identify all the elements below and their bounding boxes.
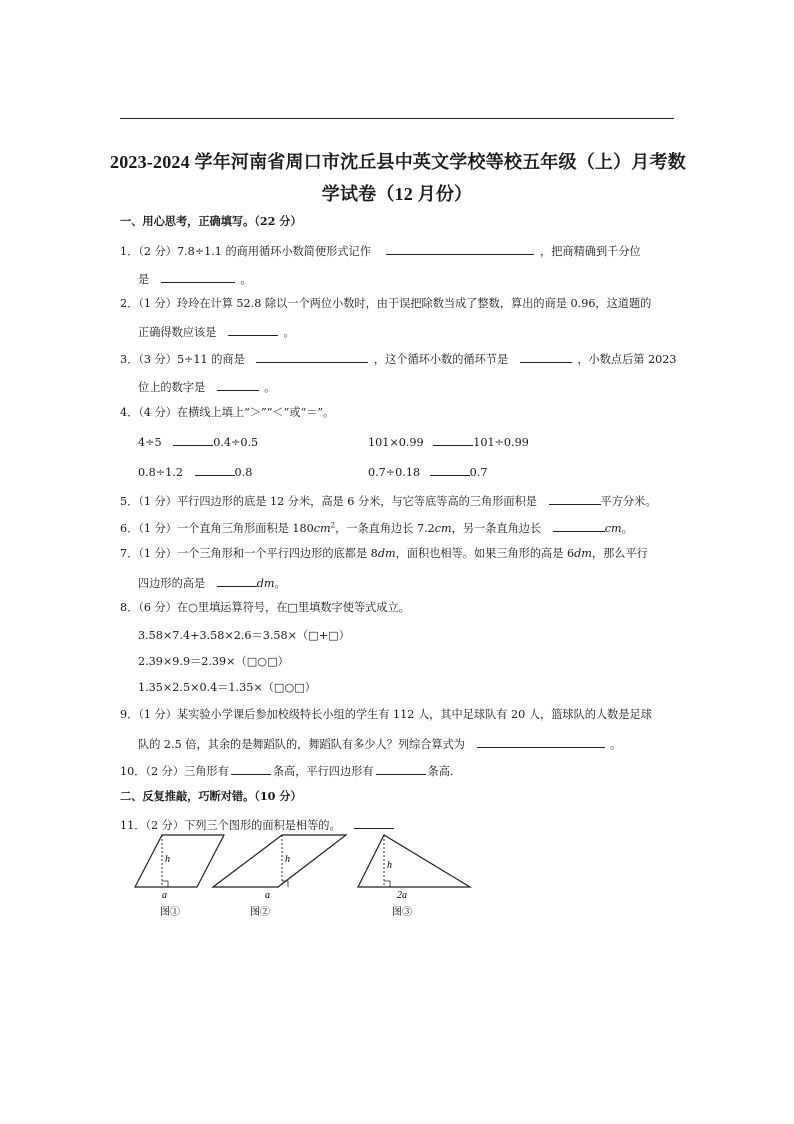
figure-2 bbox=[213, 835, 346, 918]
question-text: ，把商精确到千分位 bbox=[540, 245, 641, 258]
answer-blank[interactable] bbox=[549, 494, 601, 505]
expression: 101×0.99 bbox=[368, 436, 424, 449]
question-text: 6．（1 分）一个直角三角形面积是 180 bbox=[120, 522, 314, 535]
triangle-shape bbox=[358, 835, 470, 887]
question-4-line-1: 4．（4 分）在横线上填上“＞”“＜”或“＝”。 bbox=[120, 406, 335, 419]
question-text: 条高. bbox=[427, 765, 454, 778]
height-label: h bbox=[285, 854, 290, 865]
answer-blank[interactable] bbox=[195, 465, 235, 476]
question-text: ，这个循环小数的循环节是 bbox=[373, 353, 509, 366]
answer-blank[interactable] bbox=[477, 737, 605, 748]
section-heading-1: 一、用心思考，正确填写。（22 分） bbox=[120, 214, 302, 228]
answer-blank[interactable] bbox=[433, 435, 473, 446]
unit: cm bbox=[313, 522, 331, 535]
question-8-equation-3: 1.35×2.5×0.4＝1.35×（□○□） bbox=[138, 681, 316, 694]
answer-blank[interactable] bbox=[173, 435, 213, 446]
question-text: 5．（1 分）平行四边形的底是 12 分米，高是 6 分米，与它等底等高的三角形面积是 bbox=[120, 495, 537, 508]
answer-blank[interactable] bbox=[256, 352, 368, 363]
expression: 0.7 bbox=[469, 466, 488, 479]
question-text: 。 bbox=[283, 326, 295, 339]
expression: 0.8 bbox=[234, 466, 253, 479]
question-3-line-2 bbox=[138, 380, 275, 393]
base-label: 2a bbox=[397, 890, 407, 901]
figure-caption: 图① bbox=[160, 907, 180, 918]
question-4-item-2 bbox=[368, 435, 529, 448]
question-text: ，面积也相等。如果三角形的高是 6 bbox=[395, 547, 575, 560]
question-3-line-1 bbox=[120, 352, 676, 365]
header-rule bbox=[120, 118, 674, 119]
question-5 bbox=[120, 494, 656, 507]
figure-row bbox=[120, 828, 490, 924]
superscript: 2 bbox=[330, 521, 336, 530]
height-label: h bbox=[387, 860, 392, 871]
figure-3 bbox=[358, 835, 470, 918]
unit: dm bbox=[377, 547, 396, 560]
answer-blank[interactable] bbox=[231, 764, 271, 775]
question-text: 是 bbox=[138, 273, 150, 286]
base-label: a bbox=[162, 890, 167, 901]
question-text: 平方分米。 bbox=[600, 495, 657, 508]
question-text: 正确得数应该是 bbox=[138, 326, 217, 339]
question-text: 。 bbox=[274, 577, 286, 590]
question-2-line-2 bbox=[138, 325, 295, 338]
question-9-line-1: 9．（1 分）某实验小学课后参加校级特长小组的学生有 112 人，其中足球队有 20 人，篮球队的人数是足球 bbox=[120, 708, 652, 721]
question-text: 。 bbox=[610, 738, 622, 751]
question-7-line-2 bbox=[138, 576, 286, 589]
question-8-equation-2: 2.39×9.9＝2.39×（□○□） bbox=[138, 655, 289, 668]
question-text: 。 bbox=[621, 522, 633, 535]
expression: 0.8÷1.2 bbox=[138, 466, 183, 479]
question-4-item-3 bbox=[138, 465, 252, 478]
unit: dm bbox=[256, 577, 275, 590]
expression: 0.7÷0.18 bbox=[368, 466, 421, 479]
question-text: 10．（2 分）三角形有 bbox=[120, 765, 229, 778]
height-label: h bbox=[165, 854, 170, 865]
question-text: 位上的数字是 bbox=[138, 381, 206, 394]
page-title-line-2: 学试卷（12 月份） bbox=[321, 184, 473, 204]
question-6 bbox=[120, 521, 633, 534]
question-8-line-1: 8．（6 分）在○里填运算符号，在□里填数字使等式成立。 bbox=[120, 601, 410, 614]
question-text: 7．（1 分）一个三角形和一个平行四边形的底都是 8 bbox=[120, 547, 378, 560]
question-text: ，那么平行 bbox=[591, 547, 648, 560]
figure-caption: 图③ bbox=[392, 907, 412, 918]
question-8-equation-1: 3.58×7.4+3.58×2.6＝3.58×（□+□） bbox=[138, 629, 350, 642]
question-9-line-2 bbox=[138, 737, 621, 750]
question-text: 四边形的高是 bbox=[138, 577, 206, 590]
question-text: 队的 2.5 倍，其余的是舞蹈队的，舞蹈队有多少人？列综合算式为 bbox=[138, 738, 465, 751]
question-text: 。 bbox=[264, 381, 276, 394]
question-text: ，另一条直角边长 bbox=[451, 522, 542, 535]
answer-blank[interactable] bbox=[161, 272, 235, 283]
unit: cm bbox=[434, 522, 452, 535]
answer-blank[interactable] bbox=[520, 352, 572, 363]
answer-blank[interactable] bbox=[217, 576, 257, 587]
question-text: 1．（2 分）7.8÷1.1 的商用循环小数简便形式记作 bbox=[120, 245, 371, 258]
answer-blank[interactable] bbox=[217, 380, 259, 391]
figure-1 bbox=[135, 835, 224, 918]
unit: cm bbox=[604, 522, 622, 535]
right-angle-mark bbox=[162, 881, 168, 887]
expression: 101÷0.99 bbox=[473, 436, 529, 449]
expression: 4÷5 bbox=[138, 436, 162, 449]
question-text: ，小数点后第 2023 bbox=[577, 353, 677, 366]
question-1-line-1 bbox=[120, 244, 641, 257]
question-7-line-1 bbox=[120, 548, 648, 559]
unit: dm bbox=[574, 547, 592, 560]
question-4-item-1 bbox=[138, 435, 258, 448]
answer-blank[interactable] bbox=[430, 465, 470, 476]
question-text: 。 bbox=[240, 273, 252, 286]
question-10 bbox=[120, 764, 453, 777]
answer-blank[interactable] bbox=[228, 325, 278, 336]
right-angle-mark bbox=[384, 881, 390, 887]
page-title-line-1: 2023-2024 学年河南省周口市沈丘县中英文学校等校五年级（上）月考数 bbox=[110, 152, 686, 172]
question-text: 条高，平行四边形有 bbox=[272, 765, 374, 778]
parallelogram-shape bbox=[213, 835, 346, 887]
question-2-line-1: 2．（1 分）玲玲在计算 52.8 除以一个两位小数时，由于误把除数当成了整数，算出的商是 0.96，这道题的 bbox=[120, 297, 652, 310]
question-1-line-2 bbox=[138, 272, 252, 285]
base-label: a bbox=[265, 890, 270, 901]
parallelogram-shape bbox=[135, 835, 224, 887]
figure-caption: 图② bbox=[250, 907, 270, 918]
expression: 0.4÷0.5 bbox=[213, 436, 259, 449]
answer-blank[interactable] bbox=[376, 764, 426, 775]
question-text: ，一条直角边长 7.2 bbox=[335, 522, 435, 535]
answer-blank[interactable] bbox=[553, 521, 605, 532]
question-4-item-4 bbox=[368, 465, 487, 478]
section-heading-2: 二、反复推敲，巧断对错。（10 分） bbox=[120, 789, 302, 803]
question-text: 11．（2 分）下列三个图形的面积是相等的。 bbox=[120, 819, 341, 832]
answer-blank[interactable] bbox=[386, 244, 534, 255]
question-text: 3．（3 分）5÷11 的商是 bbox=[120, 353, 245, 366]
